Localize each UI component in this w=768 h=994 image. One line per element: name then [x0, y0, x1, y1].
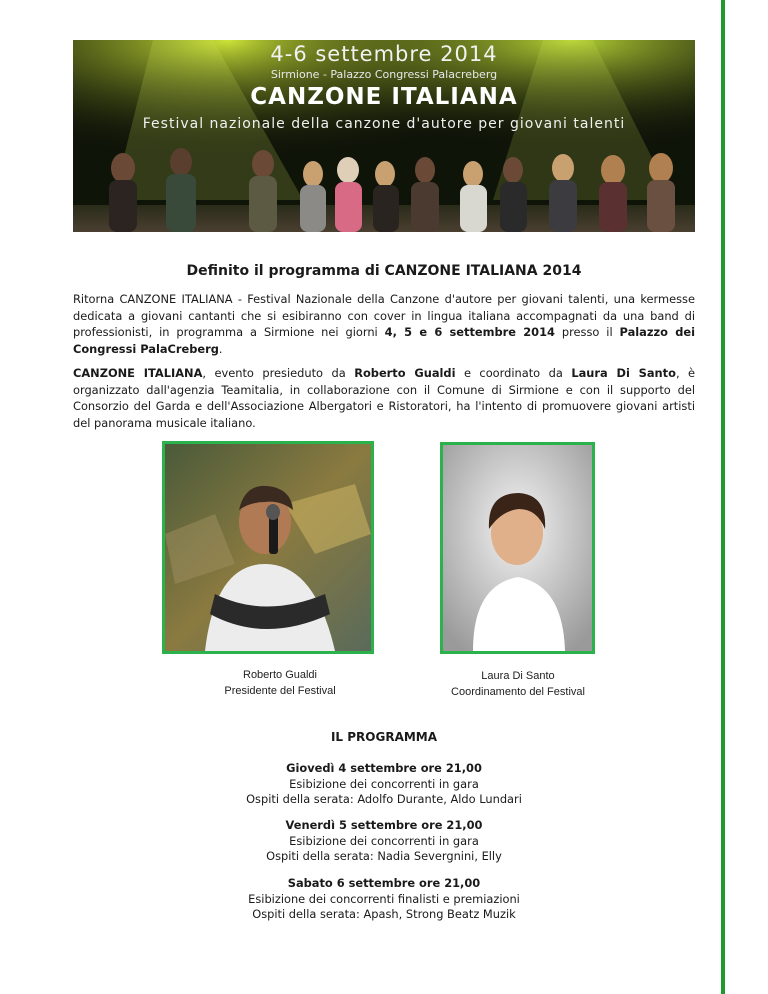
day-heading: Sabato 6 settembre ore 21,00 [287, 876, 481, 890]
coordinator-caption-name: Laura Di Santo [481, 670, 555, 682]
organizer-text-2: e coordinato da [455, 366, 572, 380]
article-headline: Definito il programma di CANZONE ITALIANA 2014 [186, 263, 582, 279]
day-line: Esibizione dei concorrenti finalisti e premiazioni [248, 891, 520, 906]
banner-venue: Sirmione - Palazzo Congressi Palacreberg [270, 68, 498, 81]
intro-text-3: . [218, 341, 223, 356]
day-guests: Ospiti della serata: Apash, Strong Beatz Muzik [252, 907, 516, 921]
president-caption-role: Presidente del Festival [224, 685, 336, 697]
organizer-text-1: , evento presieduto da [202, 366, 355, 380]
day-heading: Venerdì 5 settembre ore 21,00 [285, 818, 483, 832]
day-line: Esibizione dei concorrenti in gara [289, 833, 479, 848]
event-name: CANZONE ITALIANA [73, 366, 203, 380]
programme-title: IL PROGRAMMA [330, 730, 438, 744]
president-caption [205, 667, 355, 699]
intro-text-2: presso il [554, 325, 620, 339]
coordinator-name: Laura Di Santo [571, 366, 676, 380]
organizer-text-3: , è organizzato dall'agenzia Teamitalia, in collaborazione con il Comune di Sirmione e con il supporto del Consorzio del Garda e dell'Associazione Albergatori e Ristoratori, ha l'intento di promuovere giovani artisti del panorama musicale italiano. [73, 366, 696, 430]
programme-day [0, 761, 768, 808]
day-line: Esibizione dei concorrenti in gara [289, 776, 479, 791]
banner-title: CANZONE ITALIANA [250, 84, 518, 110]
programme-day [0, 876, 768, 923]
organizer-paragraph [73, 365, 695, 431]
coordinator-photo [440, 442, 595, 654]
president-photo [162, 441, 374, 654]
intro-text-1: Ritorna CANZONE ITALIANA - Festival Nazionale della Canzone d'autore per giovani talenti, una kermesse dedicata a giovani cantanti che si esibiranno con cover in lingua italiana accompagnati da una band di professionisti, in programma a Sirmione nei giorni [73, 292, 695, 339]
banner-subtitle: Festival nazionale della canzone d'autore per giovani talenti [142, 116, 626, 132]
coordinator-caption-role: Coordinamento del Festival [451, 686, 585, 698]
president-name: Roberto Gualdi [354, 366, 456, 380]
intro-paragraph [73, 291, 695, 357]
programme-day [0, 818, 768, 865]
banner-date: 4-6 settembre 2014 [270, 42, 498, 66]
festival-days: 4, 5 e 6 settembre 2014 [384, 325, 555, 339]
day-guests: Ospiti della serata: Adolfo Durante, Aldo Lundari [246, 792, 522, 806]
day-guests: Ospiti della serata: Nadia Severgnini, Elly [266, 849, 502, 863]
festival-venue: Palazzo dei Congressi PalaCreberg [73, 325, 695, 356]
festival-banner [73, 40, 695, 232]
coordinator-caption [443, 668, 593, 700]
day-heading: Giovedì 4 settembre ore 21,00 [286, 761, 482, 775]
president-caption-name: Roberto Gualdi [243, 669, 317, 681]
